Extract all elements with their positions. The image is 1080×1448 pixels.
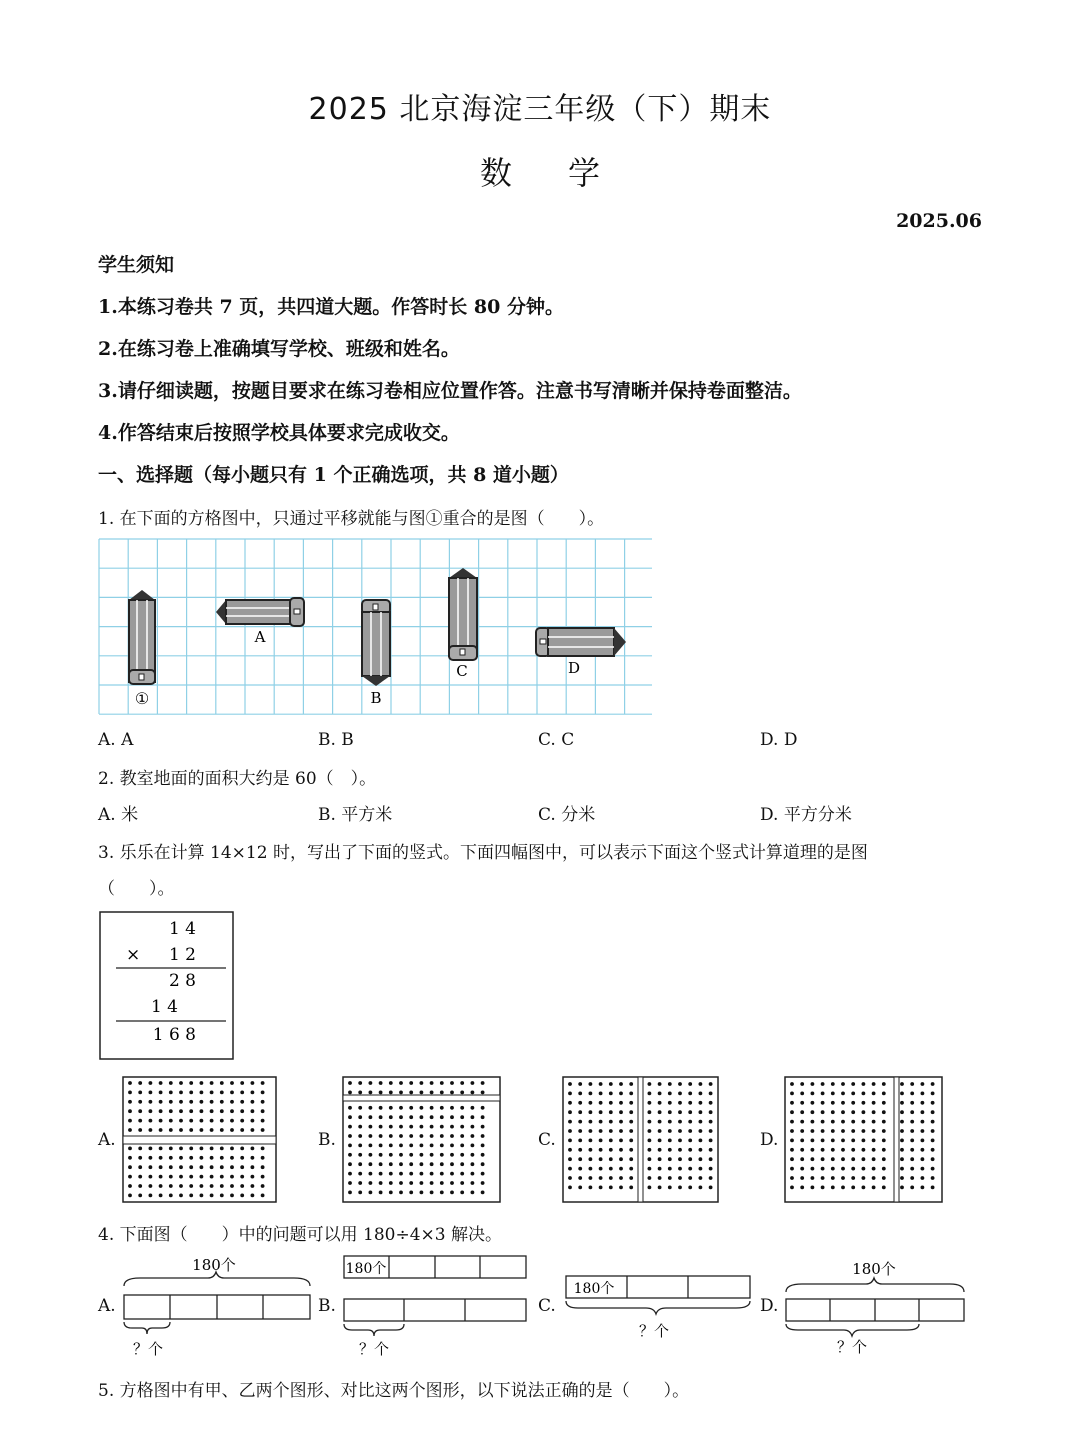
total-label: 180个 <box>852 1260 896 1278</box>
total-label: 180个 <box>573 1281 615 1297</box>
unknown-label: ？个 <box>358 1340 390 1358</box>
q1-option-c[interactable]: C. C <box>538 730 575 750</box>
figure-label-a: A <box>254 628 266 646</box>
unknown-label: ？个 <box>836 1338 868 1356</box>
pencil-shape-d <box>536 628 626 656</box>
vertical-row-2: 1 2 <box>168 945 196 965</box>
q1-option-a[interactable]: A. A <box>98 730 134 750</box>
segment-diagram-a <box>120 1252 316 1362</box>
dot-array-d <box>784 1076 944 1204</box>
notice-item: 4.作答结束后按照学校具体要求完成收交。 <box>98 422 460 444</box>
total-label: 180个 <box>345 1261 387 1277</box>
question-2-text: 2. 教室地面的面积大约是 60（ ）。 <box>98 769 377 789</box>
pencil-shape-b <box>362 600 390 686</box>
unknown-label: ？个 <box>132 1340 164 1358</box>
subject-title: 数学 <box>479 154 656 192</box>
notice-item: 3.请仔细读题，按题目要求在练习卷相应位置作答。注意书写清晰并保持卷面整洁。 <box>98 380 802 402</box>
vertical-row-5: 1 6 8 <box>152 1025 196 1045</box>
figure-label-c: C <box>456 662 468 680</box>
q3-option-b[interactable]: B. <box>318 1130 336 1150</box>
question-3-text: 3. 乐乐在计算 14×12 时，写出了下面的竖式。下面四幅图中，可以表示下面这个竖式计算道理的是图 <box>98 843 868 863</box>
q3-option-c[interactable]: C. <box>538 1130 556 1150</box>
pencil-shape-c <box>449 568 477 660</box>
page-title: 2025 北京海淀三年级（下）期末 <box>308 92 772 127</box>
total-label: 180个 <box>192 1256 236 1274</box>
pencil-grid-figure <box>98 538 656 716</box>
q2-option-b[interactable]: B. 平方米 <box>318 805 393 825</box>
notice-item: 1.本练习卷共 7 页，共四道大题。作答时长 80 分钟。 <box>98 296 564 318</box>
q3-option-d[interactable]: D. <box>760 1130 779 1150</box>
question-5-text: 5. 方格图中有甲、乙两个图形、对比这两个图形，以下说法正确的是（ ）。 <box>98 1381 690 1401</box>
question-1-text: 1. 在下面的方格图中，只通过平移就能与图①重合的是图（ ）。 <box>98 509 605 529</box>
q4-option-c[interactable]: C. <box>538 1296 556 1316</box>
times-sign: × <box>126 945 141 965</box>
segment-diagram-d <box>782 1252 972 1362</box>
pencil-shape-a <box>216 598 304 626</box>
q2-option-c[interactable]: C. 分米 <box>538 805 596 825</box>
dot-array-c <box>562 1076 720 1204</box>
q4-option-b[interactable]: B. <box>318 1296 336 1316</box>
segment-diagram-b <box>340 1252 532 1362</box>
dot-array-b <box>342 1076 502 1204</box>
q4-option-d[interactable]: D. <box>760 1296 779 1316</box>
vertical-multiplication <box>98 910 236 1062</box>
segment-diagram-c <box>562 1252 754 1352</box>
figure-label-b: B <box>370 689 382 707</box>
q3-option-a[interactable]: A. <box>98 1130 116 1150</box>
vertical-row-4: 1 4 <box>150 997 178 1017</box>
q2-option-a[interactable]: A. 米 <box>98 805 139 825</box>
notice-heading: 学生须知 <box>98 254 175 276</box>
q1-option-d[interactable]: D. D <box>760 730 798 750</box>
notice-item: 2.在练习卷上准确填写学校、班级和姓名。 <box>98 338 460 360</box>
q4-option-a[interactable]: A. <box>98 1296 116 1316</box>
section-heading: 一、选择题（每小题只有 1 个正确选项，共 8 道小题） <box>98 464 569 486</box>
pencil-shape-1 <box>129 590 155 684</box>
vertical-row-1: 1 4 <box>168 919 196 939</box>
figure-label-1: ① <box>134 689 150 708</box>
unknown-label: ？个 <box>638 1322 670 1340</box>
question-3-text-cont: （ ）。 <box>98 879 175 899</box>
figure-label-d: D <box>567 659 581 677</box>
q1-option-b[interactable]: B. B <box>318 730 354 750</box>
question-4-text: 4. 下面图（ ）中的问题可以用 180÷4×3 解决。 <box>98 1225 502 1245</box>
q2-option-d[interactable]: D. 平方分米 <box>760 805 852 825</box>
dot-array-a <box>122 1076 278 1204</box>
exam-date: 2025.06 <box>896 210 982 232</box>
vertical-row-3: 2 8 <box>168 971 196 991</box>
